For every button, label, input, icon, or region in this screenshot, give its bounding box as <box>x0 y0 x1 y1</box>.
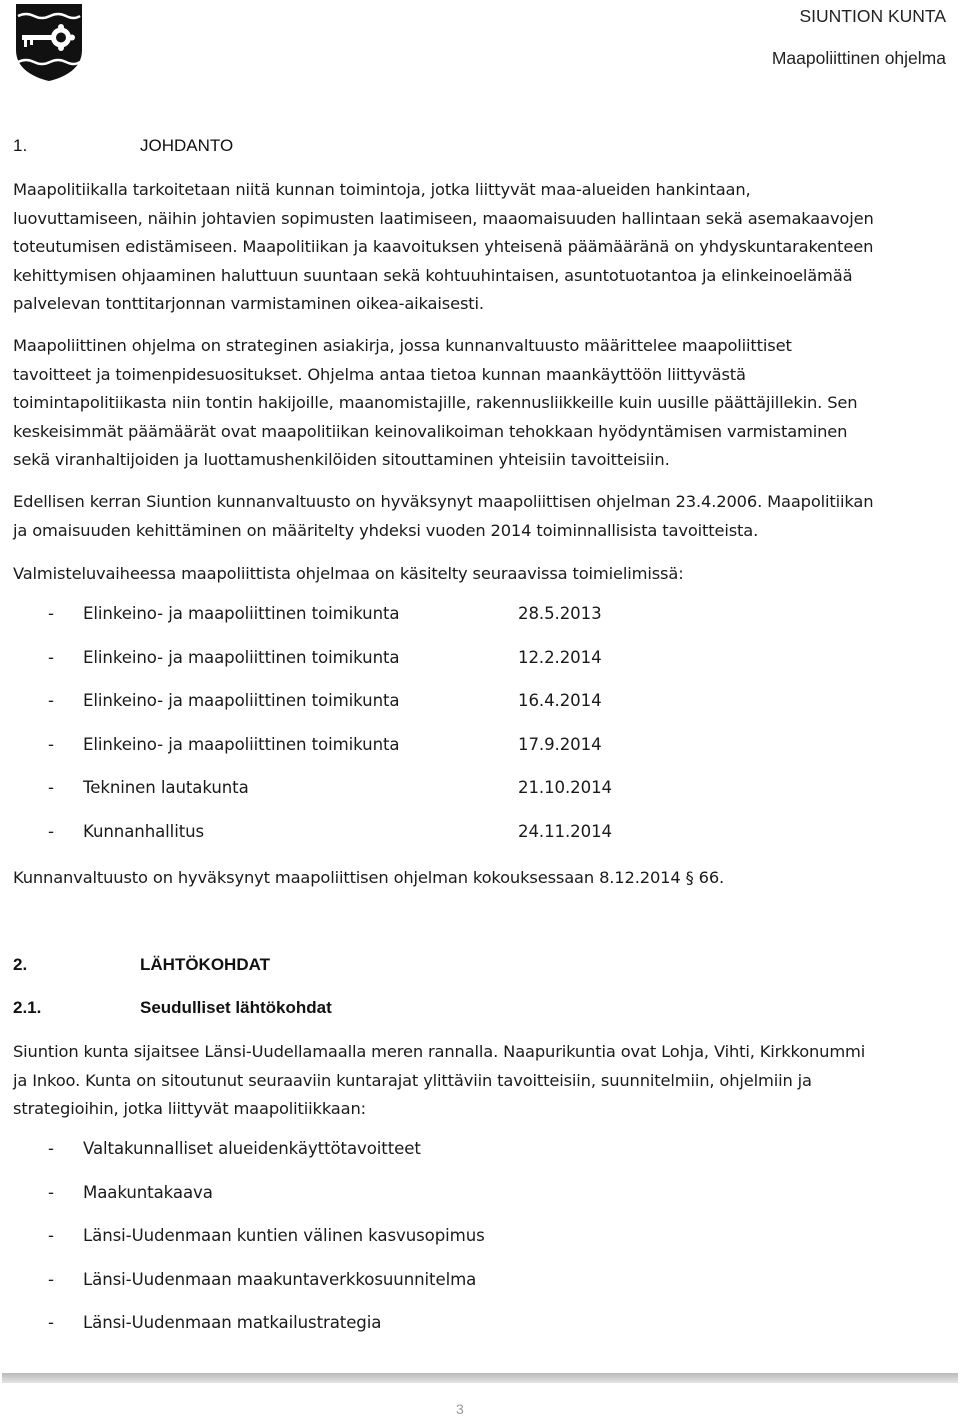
section-2-title: LÄHTÖKOHDAT <box>140 955 270 974</box>
text-line: Edellisen kerran Siuntion kunnanvaltuusto on hyväksynyt maapoliittisen ohjelman 23.4.2006. Maapolitiikan <box>13 492 874 511</box>
list-item <box>48 691 602 710</box>
list-dash: - <box>48 1313 54 1332</box>
list-item <box>48 1313 381 1332</box>
section-2-heading <box>13 955 270 975</box>
document-title: Maapoliittinen ohjelma <box>771 48 946 68</box>
meeting-date: 12.2.2014 <box>518 647 602 667</box>
text-line: keskeisimmät päämäärät ovat maapolitiikan keinovalikoiman tehokkaan hyödyntämisen varmistaminen <box>13 421 848 441</box>
section-1-title: JOHDANTO <box>140 136 234 155</box>
meeting-date: 28.5.2013 <box>518 604 602 623</box>
intro-paragraph-1 <box>13 176 948 319</box>
regional-paragraph <box>13 1038 948 1124</box>
list-dash: - <box>48 691 54 710</box>
text-line: palvelevan tonttitarjonnan varmistaminen oikea-aikaisesti. <box>13 294 484 313</box>
text-line: luovuttamiseen, näihin johtavien sopimusten laatimiseen, maaomaisuuden hallintaan sekä asemakaavojen <box>13 208 874 228</box>
text-line: Kunnanvaltuusto on hyväksynyt maapoliittisen ohjelman kokouksessaan 8.12.2014 § 66. <box>13 868 725 887</box>
section-2-1-number: 2.1. <box>13 998 42 1017</box>
section-1-heading <box>13 136 233 156</box>
meeting-body: Elinkeino- ja maapoliittinen toimikunta <box>83 734 400 754</box>
list-item <box>48 1139 421 1158</box>
list-item <box>48 821 613 841</box>
list-item <box>48 1270 476 1289</box>
approval-paragraph <box>13 864 948 893</box>
list-item-text: Länsi-Uudenmaan maakuntaverkkosuunnitelma <box>83 1269 477 1289</box>
meeting-body: Elinkeino- ja maapoliittinen toimikunta <box>83 604 400 623</box>
list-item <box>48 1226 485 1245</box>
meeting-date: 16.4.2014 <box>518 691 602 710</box>
meeting-body: Tekninen lautakunta <box>83 778 249 797</box>
section-1-number: 1. <box>13 136 28 155</box>
meeting-body: Elinkeino- ja maapoliittinen toimikunta <box>83 647 400 667</box>
list-item-text: Länsi-Uudenmaan matkailustrategia <box>83 1313 382 1332</box>
intro-paragraph-4 <box>13 560 948 589</box>
footer-divider <box>2 1373 958 1383</box>
text-line: Maapolitiikalla tarkoitetaan niitä kunnan toimintoja, jotka liittyvät maa-alueiden hankintaan, <box>13 180 751 199</box>
list-item-text: Länsi-Uudenmaan kuntien välinen kasvusopimus <box>83 1226 485 1245</box>
text-line: Siuntion kunta sijaitsee Länsi-Uudellamaalla meren rannalla. Naapurikuntia ovat Lohja, Vihti, Kirkkonummi <box>13 1042 866 1061</box>
text-line: kehittymisen ohjaaminen haluttuun suuntaan sekä kohtuuhintaisen, asuntotuotantoa ja elinkeinoelämää <box>13 265 853 285</box>
list-item <box>48 647 602 667</box>
list-dash: - <box>48 1182 54 1202</box>
list-item <box>48 1183 213 1202</box>
meeting-date: 21.10.2014 <box>518 778 613 797</box>
list-item <box>48 734 602 754</box>
list-dash: - <box>48 734 54 754</box>
text-line: Maapoliittinen ohjelma on strateginen asiakirja, jossa kunnanvaltuusto määrittelee maapoliittiset <box>13 336 792 355</box>
text-line: ja omaisuuden kehittäminen on määritelty yhdeksi vuoden 2014 toiminnallisista tavoitteista. <box>13 520 759 540</box>
list-item-text: Maakuntakaava <box>83 1182 213 1202</box>
list-dash: - <box>48 647 54 667</box>
list-dash: - <box>48 604 54 623</box>
text-line: toimintapolitiikasta niin tontin hakijoille, maanomistajille, rakennusliikkeille kuin uusille päättäjillekin. Sen <box>13 393 858 412</box>
meeting-date: 24.11.2014 <box>518 821 613 841</box>
intro-paragraph-2 <box>13 332 948 475</box>
section-2-1-title: Seudulliset lähtökohdat <box>140 998 332 1017</box>
organization-name: SIUNTION KUNTA <box>799 6 946 26</box>
list-dash: - <box>48 1226 54 1245</box>
meeting-body: Elinkeino- ja maapoliittinen toimikunta <box>83 691 400 710</box>
text-line: tavoitteet ja toimenpidesuositukset. Ohjelma antaa tietoa kunnan maankäyttöön liittyvästä <box>13 364 746 384</box>
section-2-1-heading <box>13 998 332 1018</box>
intro-paragraph-3 <box>13 488 948 545</box>
list-dash: - <box>48 1269 54 1289</box>
text-line: toteutumisen edistämiseen. Maapolitiikan ja kaavoituksen yhteisenä päämääränä on yhdyskuntarakenteen <box>13 237 874 256</box>
list-item-text: Valtakunnalliset alueidenkäyttötavoitteet <box>83 1139 421 1158</box>
meeting-date: 17.9.2014 <box>518 734 602 754</box>
list-dash: - <box>48 821 54 841</box>
list-dash: - <box>48 1139 54 1158</box>
list-item <box>48 778 613 797</box>
section-2-number: 2. <box>13 955 28 974</box>
list-item <box>48 604 602 623</box>
municipal-crest-icon <box>14 2 84 82</box>
text-line: strategioihin, jotka liittyvät maapolitiikkaan: <box>13 1099 366 1118</box>
meeting-body: Kunnanhallitus <box>83 821 205 841</box>
text-line: ja Inkoo. Kunta on sitoutunut seuraaviin kuntarajat ylittäviin tavoitteisiin, suunnitelmiin, ohjelmiin ja <box>13 1070 812 1090</box>
text-line: sekä viranhaltijoiden ja luottamushenkilöiden sitouttaminen yhteisiin tavoitteisiin. <box>13 450 670 469</box>
list-dash: - <box>48 778 54 797</box>
text-line: Valmisteluvaiheessa maapoliittista ohjelmaa on käsitelty seuraavissa toimielimissä: <box>13 564 684 583</box>
page-number: 3 <box>456 1401 464 1417</box>
